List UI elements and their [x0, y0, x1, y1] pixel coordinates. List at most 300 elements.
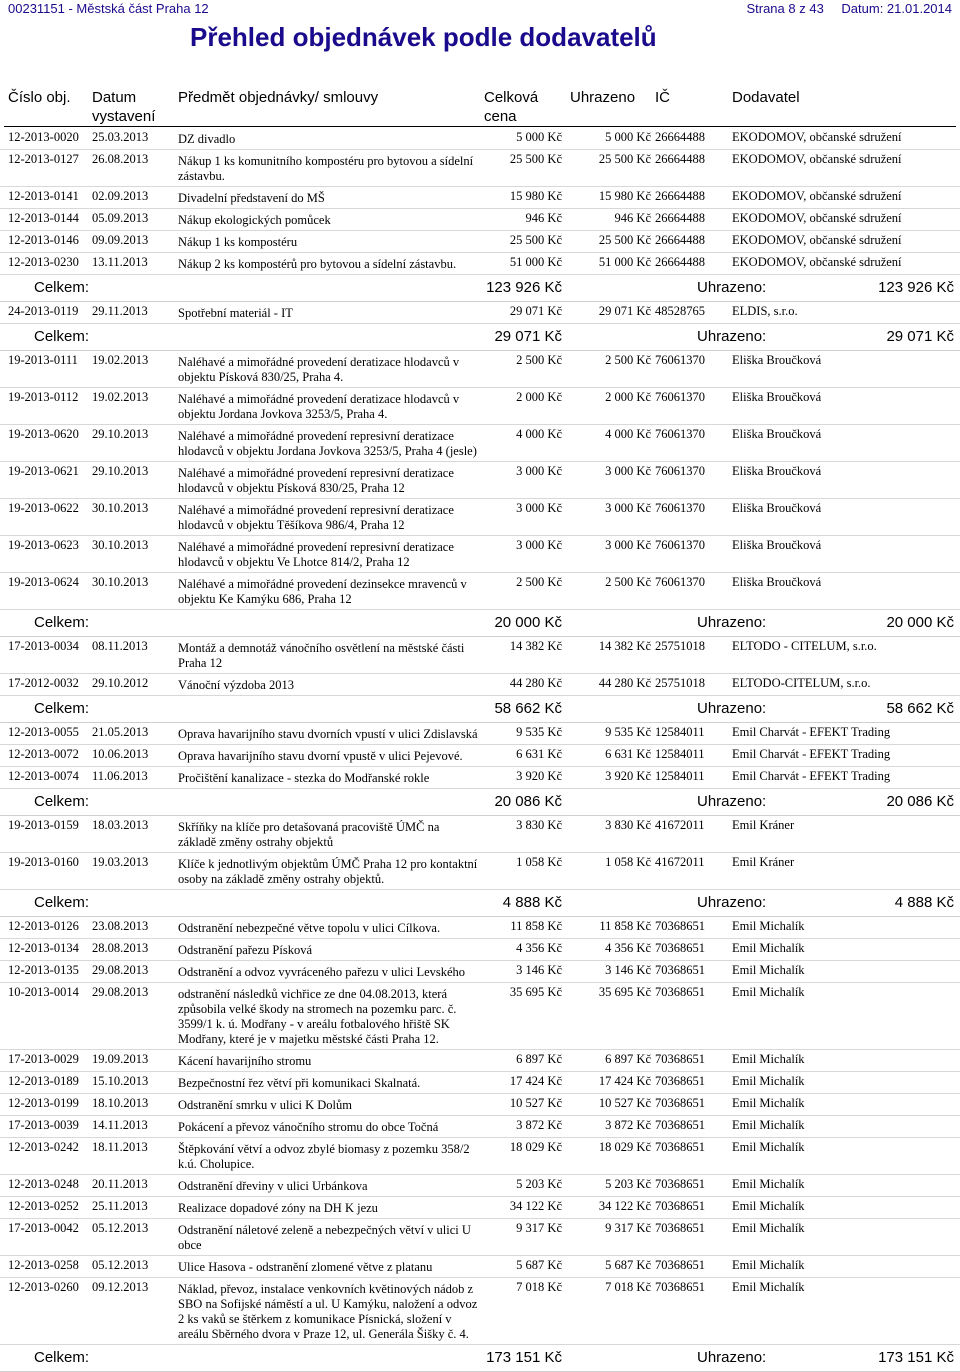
supplier-name: Emil Charvát - EFEKT Trading — [732, 769, 891, 783]
order-number: 12-2013-0127 — [8, 152, 79, 166]
order-date: 02.09.2013 — [92, 189, 149, 203]
table-row — [0, 128, 960, 150]
order-number: 12-2013-0258 — [8, 1258, 79, 1272]
supplier-name: EKODOMOV, občanské sdružení — [732, 255, 902, 269]
order-total: 3 830 Kč — [516, 818, 562, 832]
supplier-ic: 70368651 — [655, 1096, 705, 1110]
order-subject: Divadelní představení do MŠ — [178, 191, 325, 205]
order-total: 17 424 Kč — [509, 1074, 562, 1088]
order-subject: Naléhavé a mimořádné provedení deratizace hlodavců v objektu Jordana Jovkova 3253/5, Praha 4. — [178, 392, 460, 421]
total-label: Celkem: — [34, 279, 90, 296]
group-total: 58 662 Kč — [494, 700, 562, 717]
order-total: 15 980 Kč — [509, 189, 562, 203]
order-date: 13.11.2013 — [92, 255, 148, 269]
table-row — [0, 917, 960, 939]
order-subject: Skříňky na klíče pro detašovaná pracoviště ÚMČ na základě změny ostrahy objektů — [178, 820, 440, 849]
order-total: 51 000 Kč — [509, 255, 562, 269]
order-subject: Naléhavé a mimořádné provedení represivní deratizace hlodavců v objektu Těšíkova 986/4, Praha 12 — [178, 503, 454, 532]
supplier-ic: 76061370 — [655, 575, 705, 589]
order-paid: 2 500 Kč — [605, 575, 651, 589]
order-subject: Vánoční výzdoba 2013 — [178, 678, 294, 692]
supplier-name: EKODOMOV, občanské sdružení — [732, 211, 902, 225]
order-number: 12-2013-0135 — [8, 963, 79, 977]
page-title: Přehled objednávek podle dodavatelů — [190, 22, 657, 52]
order-paid: 6 631 Kč — [605, 747, 651, 761]
order-number: 12-2013-0146 — [8, 233, 79, 247]
order-subject: Štěpkování větví a odvoz zbylé biomasy z pozemku 358/2 k.ú. Cholupice. — [178, 1142, 470, 1171]
supplier-ic: 70368651 — [655, 941, 705, 955]
order-subject: Naléhavé a mimořádné provedení represivní deratizace hlodavců v objektu Ve Lhotce 814/2, Praha 12 — [178, 540, 454, 569]
paid-label: Uhrazeno: — [697, 1349, 767, 1366]
order-number: 19-2013-0622 — [8, 501, 79, 515]
table-row — [0, 1278, 960, 1345]
supplier-ic: 70368651 — [655, 1258, 705, 1272]
order-total: 9 535 Kč — [516, 725, 562, 739]
table-row — [0, 573, 960, 610]
table-row — [0, 745, 960, 767]
order-total: 3 146 Kč — [516, 963, 562, 977]
total-label: Celkem: — [34, 614, 90, 631]
supplier-name: Eliška Broučková — [732, 538, 822, 552]
group-total: 4 888 Kč — [502, 894, 562, 911]
group-total: 20 086 Kč — [494, 793, 562, 810]
order-number: 19-2013-0623 — [8, 538, 79, 552]
group-paid: 20 000 Kč — [886, 614, 954, 631]
order-paid: 2 000 Kč — [605, 390, 651, 404]
order-total: 5 203 Kč — [516, 1177, 562, 1191]
order-paid: 3 872 Kč — [605, 1118, 651, 1132]
table-row — [0, 351, 960, 388]
order-paid: 3 146 Kč — [605, 963, 651, 977]
supplier-ic: 70368651 — [655, 1140, 705, 1154]
supplier-ic: 70368651 — [655, 1199, 705, 1213]
order-subject: odstranění následků vichřice ze dne 04.08.2013, která způsobila velké škody na stromech na pozemku parc. č. 3599/1 k. ú. Modřany - v areálu fotbalového hřiště SK Modřany, které je v majetku městské části Praha 12. — [178, 987, 457, 1046]
order-subject: Pročištění kanalizace - stezka do Modřanské rokle — [178, 771, 430, 785]
order-paid: 9 535 Kč — [605, 725, 651, 739]
order-date: 29.08.2013 — [92, 985, 149, 999]
order-total: 3 000 Kč — [516, 501, 562, 515]
supplier-ic: 12584011 — [655, 725, 705, 739]
order-total: 2 000 Kč — [516, 390, 562, 404]
order-total: 34 122 Kč — [509, 1199, 562, 1213]
order-paid: 5 687 Kč — [605, 1258, 651, 1272]
supplier-ic: 70368651 — [655, 1074, 705, 1088]
order-number: 17-2013-0039 — [8, 1118, 79, 1132]
order-number: 12-2013-0248 — [8, 1177, 79, 1191]
order-total: 2 500 Kč — [516, 575, 562, 589]
order-date: 19.03.2013 — [92, 855, 149, 869]
supplier-name: Emil Michalík — [732, 1280, 805, 1294]
order-subject: Kácení havarijního stromu — [178, 1054, 312, 1068]
col-header-paid: Uhrazeno — [570, 89, 636, 106]
group-summary-row — [0, 610, 960, 637]
group-summary-row — [0, 696, 960, 723]
order-date: 25.03.2013 — [92, 130, 149, 144]
supplier-ic: 26664488 — [655, 255, 705, 269]
order-number: 12-2013-0141 — [8, 189, 79, 203]
order-total: 3 000 Kč — [516, 538, 562, 552]
group-total: 173 151 Kč — [486, 1349, 562, 1366]
order-subject: Naléhavé a mimořádné provedení represivní deratizace hlodavců v objektu Písková 830/25, Praha 12 — [178, 466, 454, 495]
order-paid: 9 317 Kč — [605, 1221, 651, 1235]
supplier-ic: 76061370 — [655, 538, 705, 552]
supplier-name: Eliška Broučková — [732, 353, 822, 367]
order-subject: Odstranění pařezu Písková — [178, 943, 312, 957]
order-subject: Nákup ekologických pomůcek — [178, 213, 331, 227]
order-subject: Klíče k jednotlivým objektům ÚMČ Praha 12 pro kontaktní osoby na základě změny ostrahy objektů. — [178, 857, 478, 886]
order-number: 17-2013-0034 — [8, 639, 79, 653]
supplier-name: Emil Michalík — [732, 1052, 805, 1066]
order-date: 19.02.2013 — [92, 390, 149, 404]
supplier-ic: 25751018 — [655, 676, 705, 690]
supplier-ic: 76061370 — [655, 501, 705, 515]
order-total: 1 058 Kč — [516, 855, 562, 869]
order-date: 26.08.2013 — [92, 152, 149, 166]
paid-label: Uhrazeno: — [697, 700, 767, 717]
order-date: 29.10.2012 — [92, 676, 149, 690]
order-subject: Nákup 1 ks kompostéru — [178, 235, 298, 249]
order-paid: 1 058 Kč — [605, 855, 651, 869]
group-summary-row — [0, 789, 960, 816]
order-number: 19-2013-0160 — [8, 855, 79, 869]
table-row — [0, 536, 960, 573]
table-row — [0, 462, 960, 499]
order-subject: Naléhavé a mimořádné provedení dezinsekce mravenců v objektu Ke Kamýku 686, Praha 12 — [178, 577, 467, 606]
col-header-ic: IČ — [655, 89, 670, 106]
order-paid: 3 920 Kč — [605, 769, 651, 783]
supplier-ic: 70368651 — [655, 1118, 705, 1132]
group-paid: 58 662 Kč — [886, 700, 954, 717]
order-paid: 946 Kč — [614, 211, 651, 225]
table-row — [0, 150, 960, 187]
order-total: 6 897 Kč — [516, 1052, 562, 1066]
order-date: 30.10.2013 — [92, 575, 149, 589]
order-subject: Realizace dopadové zóny na DH K jezu — [178, 1201, 378, 1215]
col-header-total: Celková cena — [484, 89, 539, 125]
table-row — [0, 939, 960, 961]
document-id: 00231151 - Městská část Praha 12 — [8, 1, 209, 16]
supplier-ic: 70368651 — [655, 1177, 705, 1191]
order-paid: 5 000 Kč — [605, 130, 651, 144]
order-date: 28.08.2013 — [92, 941, 149, 955]
supplier-ic: 26664488 — [655, 211, 705, 225]
order-subject: Odstranění nebezpečné větve topolu v ulici Cílkova. — [178, 921, 441, 935]
supplier-ic: 76061370 — [655, 390, 705, 404]
supplier-name: ELTODO-CITELUM, s.r.o. — [732, 676, 871, 690]
order-subject: Ulice Hasova - odstranění zlomené větve z platanu — [178, 1260, 433, 1274]
order-subject: Montáž a demnotáž vánočního osvětlení na městské části Praha 12 — [178, 641, 465, 670]
order-number: 12-2013-0230 — [8, 255, 79, 269]
order-paid: 34 122 Kč — [598, 1199, 651, 1213]
supplier-name: Emil Kráner — [732, 855, 795, 869]
table-row — [0, 767, 960, 789]
order-date: 29.08.2013 — [92, 963, 149, 977]
order-date: 18.11.2013 — [92, 1140, 148, 1154]
table-row — [0, 187, 960, 209]
supplier-ic: 70368651 — [655, 1052, 705, 1066]
supplier-name: EKODOMOV, občanské sdružení — [732, 189, 902, 203]
total-label: Celkem: — [34, 894, 90, 911]
order-paid: 4 000 Kč — [605, 427, 651, 441]
supplier-name: Emil Michalík — [732, 1118, 805, 1132]
order-date: 05.09.2013 — [92, 211, 149, 225]
order-paid: 4 356 Kč — [605, 941, 651, 955]
table-row — [0, 388, 960, 425]
order-total: 3 000 Kč — [516, 464, 562, 478]
order-number: 19-2013-0621 — [8, 464, 79, 478]
supplier-name: Emil Charvát - EFEKT Trading — [732, 725, 891, 739]
supplier-name: Emil Michalík — [732, 1096, 805, 1110]
supplier-ic: 70368651 — [655, 963, 705, 977]
table-row — [0, 1138, 960, 1175]
order-number: 19-2013-0624 — [8, 575, 79, 589]
order-total: 6 631 Kč — [516, 747, 562, 761]
col-header-supplier: Dodavatel — [732, 89, 800, 106]
supplier-ic: 76061370 — [655, 464, 705, 478]
order-date: 11.06.2013 — [92, 769, 148, 783]
table-row — [0, 983, 960, 1050]
order-paid: 25 500 Kč — [598, 233, 651, 247]
order-date: 09.12.2013 — [92, 1280, 149, 1294]
table-row — [0, 253, 960, 275]
supplier-name: Eliška Broučková — [732, 501, 822, 515]
order-date: 21.05.2013 — [92, 725, 149, 739]
order-number: 12-2013-0055 — [8, 725, 79, 739]
supplier-ic: 12584011 — [655, 747, 705, 761]
order-paid: 3 000 Kč — [605, 501, 651, 515]
table-row — [0, 1256, 960, 1278]
supplier-ic: 76061370 — [655, 427, 705, 441]
supplier-name: Eliška Broučková — [732, 575, 822, 589]
supplier-name: ELTODO - CITELUM, s.r.o. — [732, 639, 877, 653]
order-subject: Naléhavé a mimořádné provedení deratizace hlodavců v objektu Písková 830/25, Praha 4. — [178, 355, 460, 384]
order-number: 17-2013-0042 — [8, 1221, 79, 1235]
order-paid: 5 203 Kč — [605, 1177, 651, 1191]
order-subject: Nákup 1 ks komunitního kompostéru pro bytovou a sídelní zástavbu. — [178, 154, 474, 183]
order-number: 12-2013-0126 — [8, 919, 79, 933]
order-subject: Oprava havarijního stavu dvorní vpustě v ulici Pejevové. — [178, 749, 463, 763]
order-total: 3 872 Kč — [516, 1118, 562, 1132]
supplier-name: Emil Michalík — [732, 1199, 805, 1213]
order-paid: 6 897 Kč — [605, 1052, 651, 1066]
order-number: 12-2013-0020 — [8, 130, 79, 144]
supplier-name: Eliška Broučková — [732, 464, 822, 478]
order-paid: 44 280 Kč — [598, 676, 651, 690]
supplier-name: EKODOMOV, občanské sdružení — [732, 233, 902, 247]
order-number: 12-2013-0242 — [8, 1140, 79, 1154]
order-total: 35 695 Kč — [509, 985, 562, 999]
supplier-ic: 41672011 — [655, 818, 705, 832]
order-subject: Pokácení a převoz vánočního stromu do obce Točná — [178, 1120, 439, 1134]
table-row — [0, 1072, 960, 1094]
order-subject: Odstranění náletové zeleně a nebezpečných větví v ulici U obce — [178, 1223, 471, 1252]
supplier-ic: 26664488 — [655, 130, 705, 144]
paid-label: Uhrazeno: — [697, 328, 767, 345]
order-total: 25 500 Kč — [509, 152, 562, 166]
paid-label: Uhrazeno: — [697, 894, 767, 911]
supplier-ic: 26664488 — [655, 233, 705, 247]
supplier-name: Emil Michalík — [732, 1140, 805, 1154]
order-date: 30.10.2013 — [92, 538, 149, 552]
table-row — [0, 637, 960, 674]
order-date: 25.11.2013 — [92, 1199, 148, 1213]
order-total: 25 500 Kč — [509, 233, 562, 247]
group-paid: 20 086 Kč — [886, 793, 954, 810]
supplier-ic: 70368651 — [655, 919, 705, 933]
order-date: 29.10.2013 — [92, 464, 149, 478]
order-total: 5 000 Kč — [516, 130, 562, 144]
order-date: 05.12.2013 — [92, 1258, 149, 1272]
supplier-ic: 26664488 — [655, 152, 705, 166]
order-total: 4 356 Kč — [516, 941, 562, 955]
order-total: 14 382 Kč — [509, 639, 562, 653]
order-date: 08.11.2013 — [92, 639, 148, 653]
order-total: 11 858 Kč — [510, 919, 562, 933]
order-number: 12-2013-0072 — [8, 747, 79, 761]
order-paid: 3 000 Kč — [605, 538, 651, 552]
supplier-name: Emil Michalík — [732, 963, 805, 977]
group-paid: 29 071 Kč — [886, 328, 954, 345]
order-total: 29 071 Kč — [509, 304, 562, 318]
order-date: 29.10.2013 — [92, 427, 149, 441]
order-subject: Odstranění smrku v ulici K Dolům — [178, 1098, 352, 1112]
order-total: 10 527 Kč — [509, 1096, 562, 1110]
order-paid: 3 000 Kč — [605, 464, 651, 478]
order-total: 5 687 Kč — [516, 1258, 562, 1272]
order-number: 12-2013-0144 — [8, 211, 79, 225]
order-subject: Bezpečnostní řez větví při komunikaci Skalnatá. — [178, 1076, 421, 1090]
supplier-name: Eliška Broučková — [732, 390, 822, 404]
group-paid: 123 926 Kč — [878, 279, 954, 296]
table-row — [0, 816, 960, 853]
order-total: 3 920 Kč — [516, 769, 562, 783]
order-number: 12-2013-0199 — [8, 1096, 79, 1110]
supplier-ic: 70368651 — [655, 985, 705, 999]
supplier-name: EKODOMOV, občanské sdružení — [732, 152, 902, 166]
order-total: 946 Kč — [525, 211, 562, 225]
supplier-ic: 70368651 — [655, 1280, 705, 1294]
order-total: 9 317 Kč — [516, 1221, 562, 1235]
print-date: Datum: 21.01.2014 — [841, 1, 952, 16]
order-subject: Odstranění a odvoz vyvráceného pařezu v ulici Levského — [178, 965, 466, 979]
table-row — [0, 1050, 960, 1072]
table-row — [0, 1116, 960, 1138]
supplier-ic: 70368651 — [655, 1221, 705, 1235]
order-date: 18.03.2013 — [92, 818, 149, 832]
supplier-name: EKODOMOV, občanské sdružení — [732, 130, 902, 144]
order-date: 19.09.2013 — [92, 1052, 149, 1066]
order-number: 12-2013-0074 — [8, 769, 79, 783]
order-date: 19.02.2013 — [92, 353, 149, 367]
supplier-ic: 12584011 — [655, 769, 705, 783]
order-number: 17-2012-0032 — [8, 676, 79, 690]
table-row — [0, 1175, 960, 1197]
order-number: 19-2013-0111 — [8, 353, 78, 367]
total-label: Celkem: — [34, 328, 90, 345]
order-subject: Odstranění dřeviny v ulici Urbánkova — [178, 1179, 368, 1193]
order-total: 7 018 Kč — [516, 1280, 562, 1294]
paid-label: Uhrazeno: — [697, 793, 767, 810]
order-number: 19-2013-0112 — [8, 390, 79, 404]
page-number: Strana 8 z 43 — [746, 1, 824, 16]
order-total: 44 280 Kč — [509, 676, 562, 690]
table-row — [0, 425, 960, 462]
group-total: 20 000 Kč — [494, 614, 562, 631]
col-header-date: Datum vystavení — [92, 89, 156, 125]
order-subject: Naléhavé a mimořádné provedení represivní deratizace hlodavců v objektu Jordana Jovkova 3253/5, Praha 4 (jesle) — [178, 429, 477, 458]
table-row — [0, 674, 960, 696]
group-total: 29 071 Kč — [494, 328, 562, 345]
order-date: 14.11.2013 — [92, 1118, 148, 1132]
group-summary-row — [0, 890, 960, 917]
table-row — [0, 499, 960, 536]
table-row — [0, 853, 960, 890]
order-paid: 18 029 Kč — [598, 1140, 651, 1154]
table-row — [0, 1197, 960, 1219]
order-paid: 25 500 Kč — [598, 152, 651, 166]
order-date: 05.12.2013 — [92, 1221, 149, 1235]
table-row — [0, 209, 960, 231]
order-paid: 3 830 Kč — [605, 818, 651, 832]
order-paid: 17 424 Kč — [598, 1074, 651, 1088]
paid-label: Uhrazeno: — [697, 279, 767, 296]
order-number: 12-2013-0252 — [8, 1199, 79, 1213]
order-subject: Nákup 2 ks kompostérů pro bytovou a sídelní zástavbu. — [178, 257, 457, 271]
order-paid: 15 980 Kč — [598, 189, 651, 203]
order-paid: 10 527 Kč — [598, 1096, 651, 1110]
supplier-name: Emil Michalík — [732, 1258, 805, 1272]
total-label: Celkem: — [34, 793, 90, 810]
order-number: 19-2013-0620 — [8, 427, 79, 441]
order-date: 15.10.2013 — [92, 1074, 149, 1088]
supplier-ic: 26664488 — [655, 189, 705, 203]
supplier-name: Emil Michalík — [732, 1177, 805, 1191]
group-summary-row — [0, 1345, 960, 1372]
supplier-name: Emil Michalík — [732, 1074, 805, 1088]
order-subject: Náklad, převoz, instalace venkovních květinových nádob z SBO na Sofijské náměstí a ul. U Kamýku, naložení a odvoz 2 ks vaků se štěrkem z komunikace Písnická, složení v areálu Sběrného dvora v Praze 12, ul. Generála Šišky č. 4. — [178, 1282, 478, 1341]
orders-table — [0, 128, 960, 1372]
group-paid: 4 888 Kč — [894, 894, 954, 911]
order-number: 19-2013-0159 — [8, 818, 79, 832]
table-row — [0, 302, 960, 324]
order-date: 20.11.2013 — [92, 1177, 148, 1191]
supplier-name: Emil Michalík — [732, 941, 805, 955]
page-info — [732, 1, 952, 16]
order-total: 18 029 Kč — [509, 1140, 562, 1154]
order-number: 24-2013-0119 — [8, 304, 79, 318]
order-number: 10-2013-0014 — [8, 985, 79, 999]
supplier-ic: 76061370 — [655, 353, 705, 367]
group-summary-row — [0, 324, 960, 351]
order-subject: Oprava havarijního stavu dvorních vpustí v ulici Zdislavská — [178, 727, 478, 741]
group-paid: 173 151 Kč — [878, 1349, 954, 1366]
order-number: 12-2013-0189 — [8, 1074, 79, 1088]
table-row — [0, 231, 960, 253]
table-row — [0, 961, 960, 983]
supplier-ic: 25751018 — [655, 639, 705, 653]
table-row — [0, 1094, 960, 1116]
order-paid: 11 858 Kč — [599, 919, 651, 933]
order-number: 17-2013-0029 — [8, 1052, 79, 1066]
order-total: 2 500 Kč — [516, 353, 562, 367]
order-paid: 7 018 Kč — [605, 1280, 651, 1294]
order-number: 12-2013-0260 — [8, 1280, 79, 1294]
total-label: Celkem: — [34, 700, 90, 717]
supplier-ic: 48528765 — [655, 304, 705, 318]
group-summary-row — [0, 275, 960, 302]
supplier-name: Emil Charvát - EFEKT Trading — [732, 747, 891, 761]
supplier-name: Eliška Broučková — [732, 427, 822, 441]
